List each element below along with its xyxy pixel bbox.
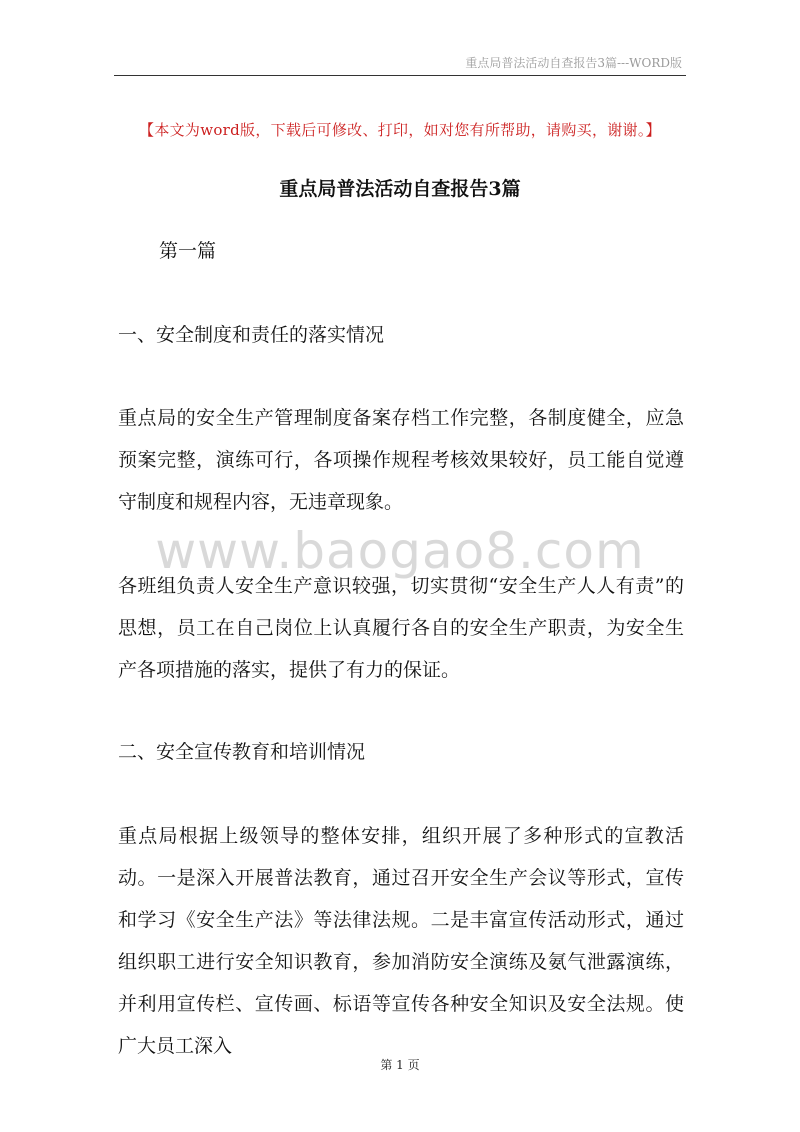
section-heading-2: 二、安全宣传教育和培训情况 xyxy=(118,741,366,763)
paragraph-3: 重点局根据上级领导的整体安排，组织开展了多种形式的宣教活动。一是深入开展普法教育，通过召开安全生产会议等形式，宣传和学习《安全生产法》等法律法规。二是丰富宣传活动形式，通过组织职工进行安全知识教育，参加消防安全演练及氨气泄露演练，并利用宣传栏、宣传画、标语等宣传各种安全知识及安全法规。使广大员工深入 xyxy=(118,825,684,1057)
paragraph-2: 各班组负责人安全生产意识较强，切实贯彻“安全生产人人有责”的思想，员工在自己岗位上认真履行各自的安全生产职责，为安全生产各项措施的落实，提供了有力的保证。 xyxy=(118,575,684,681)
part-label: 第一篇 xyxy=(159,240,217,262)
running-header: 重点局普法活动自查报告3篇---WORD版 xyxy=(465,56,682,70)
watermark: www.baogao8.com xyxy=(155,522,645,580)
paragraph-1: 重点局的安全生产管理制度备案存档工作完整，各制度健全，应急预案完整，演练可行，各项操作规程考核效果较好，员工能自觉遵守制度和规程内容，无违章现象。 xyxy=(118,407,684,513)
section-heading-1: 一、安全制度和责任的落实情况 xyxy=(118,324,385,346)
header-rule xyxy=(114,75,686,76)
purchase-notice: 【本文为word版，下载后可修改、打印，如对您有所帮助，请购买，谢谢。】 xyxy=(139,121,661,139)
document-title: 重点局普法活动自查报告3篇 xyxy=(279,178,521,200)
page-number: 第 1 页 xyxy=(380,1058,420,1072)
